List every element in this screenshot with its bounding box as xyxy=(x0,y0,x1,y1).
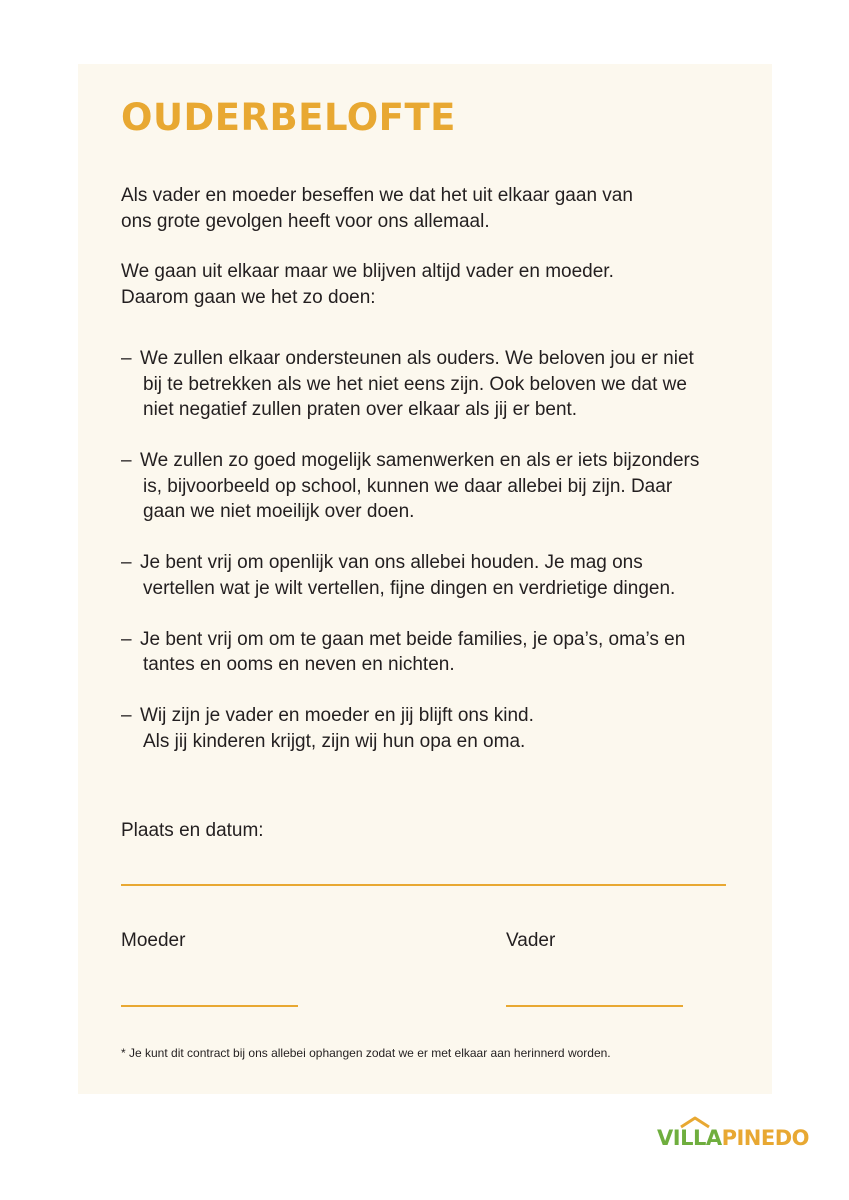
promise-line: We zullen elkaar ondersteunen als ouders. We beloven jou er niet xyxy=(140,348,694,369)
promise-item xyxy=(121,627,741,678)
dash-bullet: – xyxy=(121,628,132,650)
villa-pinedo-logo xyxy=(655,1114,810,1164)
father-label: Vader xyxy=(506,930,556,951)
dash-bullet: – xyxy=(121,450,132,471)
promise-line: gaan we niet moeilijk over doen. xyxy=(143,501,415,522)
promise-line: is, bijvoorbeeld op school, kunnen we daar allebei bij zijn. Daar xyxy=(143,475,673,497)
intro-line: Als vader en moeder beseffen we dat het uit elkaar gaan van xyxy=(121,185,633,206)
intro-paragraph-1 xyxy=(121,183,741,234)
place-date-signature-line xyxy=(121,884,726,886)
promise-item xyxy=(121,703,741,754)
promise-line: Je bent vrij om om te gaan met beide families, je opa’s, oma’s en xyxy=(140,628,686,650)
logo-text-pinedo: PINEDO xyxy=(721,1126,810,1150)
promise-list xyxy=(121,346,741,780)
intro-line: We gaan uit elkaar maar we blijven altijd vader en moeder. xyxy=(121,261,614,282)
dash-bullet: – xyxy=(121,705,132,726)
intro-paragraph-2 xyxy=(121,259,741,310)
promise-line: Als jij kinderen krijgt, zijn wij hun opa en oma. xyxy=(143,730,526,752)
dash-bullet: – xyxy=(121,552,132,573)
promise-line: Je bent vrij om openlijk van ons allebei houden. Je mag ons xyxy=(140,552,643,573)
mother-signature-line xyxy=(121,1005,298,1007)
promise-line: We zullen zo goed mogelijk samenwerken en als er iets bijzonders xyxy=(140,450,700,471)
footnote: * Je kunt dit contract bij ons allebei ophangen zodat we er met elkaar aan herinnerd worden. xyxy=(121,1046,611,1060)
promise-item xyxy=(121,550,741,601)
intro-line: ons grote gevolgen heeft voor ons allemaal. xyxy=(121,210,490,232)
promise-line: bij te betrekken als we het niet eens zijn. Ook beloven we dat we xyxy=(143,373,687,395)
promise-line: Wij zijn je vader en moeder en jij blijft ons kind. xyxy=(140,705,534,726)
promise-line: niet negatief zullen praten over elkaar als jij er bent. xyxy=(143,399,578,420)
dash-bullet: – xyxy=(121,348,132,369)
logo-text-villa: VILLA xyxy=(657,1126,722,1150)
father-signature-line xyxy=(506,1005,683,1007)
logo-wordmark xyxy=(657,1126,809,1150)
promise-item xyxy=(121,448,741,525)
promise-item xyxy=(121,346,741,423)
promise-line: tantes en ooms en neven en nichten. xyxy=(143,654,455,675)
promise-line: vertellen wat je wilt vertellen, fijne dingen en verdrietige dingen. xyxy=(143,577,676,599)
intro-line: Daarom gaan we het zo doen: xyxy=(121,286,376,308)
mother-label: Moeder xyxy=(121,930,186,951)
place-date-label: Plaats en datum: xyxy=(121,820,264,841)
page-title: OUDERBELOFTE xyxy=(121,96,456,139)
